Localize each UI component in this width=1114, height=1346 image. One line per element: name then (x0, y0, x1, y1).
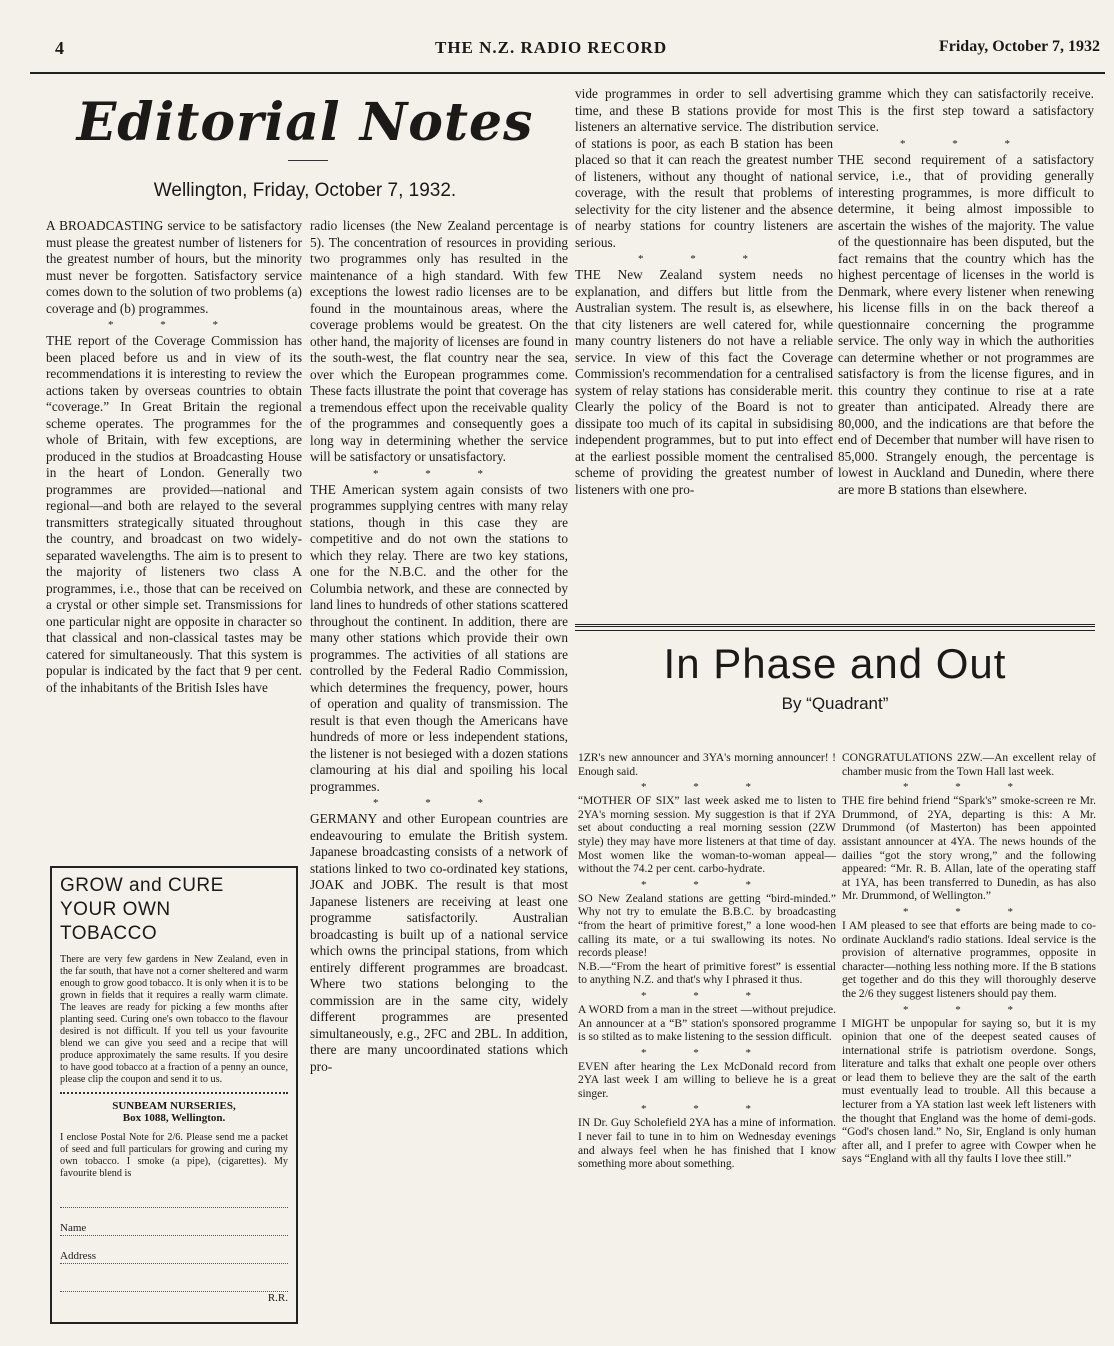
coupon-name-label: Name (60, 1222, 87, 1234)
section-separator: * * * (641, 1103, 773, 1116)
editorial-column-4 (838, 86, 1094, 498)
phase-section-title: In Phase and Out (663, 640, 1007, 687)
paragraph: vide programmes in order to sell advertising time, and these B stations provide for most listeners an alternative service. The distribution of stations is poor, as each B station has been placed so that it can reach the greatest number of listeners, without any thought of national coverage, with the result that problems of selectivity for the city listener and the absence of nearby stations for country listeners are serious. (575, 86, 833, 250)
paragraph: CONGRATULATIONS 2ZW.—An excellent relay of chamber music from the Town Hall last week. (842, 752, 1096, 778)
section-separator: * * * (900, 137, 1032, 150)
paragraph: THE report of the Coverage Commission has been placed before us and in view of its recommendations it is interesting to review the actions taken by overseas countries to obtain “coverage.” In Great Britain the regional scheme operates. The programmes for the whole of Britain, with few exceptions, are produced in the studios at Broadcasting House in the heart of London. Generally two programmes are provided—national and regional—and both are relayed to the several transmitters strategically situated throughout the country, and broadcast on two widely-separated wavelengths. The aim is to present to the majority of listeners two class A programmes, i.e., those that can be received on a crystal or other simple set. Transmissions for one particular night are opposite in character so that classical and non-classical tastes may be catered for simultaneously. That this system is popular is indicated by the fact that 9 per cent. of the inhabitants of the British Isles have (46, 333, 302, 695)
paragraph: THE American system again consists of two programmes supplying centres with many relay stations, though in this case they are competitive and do not own the stations to which they relay. There are two key stations, one for the N.B.C. and the other for the Columbia network, and these are connected by land lines to hundreds of other stations scattered throughout the continent. In addition, there are many other stations which provide their own programmes. The activities of all stations are controlled by the Federal Radio Commission, which determines the frequency, power, hours of operation and quality of transmission. The result is that even though the Americans have hundreds of more or less independent stations, the listener is not besieged with a dozen stations clamouring at his dial and spoiling his local programmes. (310, 481, 568, 794)
paragraph: radio licenses (the New Zealand percentage is 5). The concentration of resources in providing two programmes only has resulted in the maintenance of a high standard. With few exceptions the lowest radio licenses are to be found in the mountainous areas, where the coverage problems would be greatest. On the other hand, the majority of licenses are found in the south-west, the flat country near the sea, over which the European programmes come. These facts illustrate the point that coverage has a tremendous effect upon the receivable quality of the programmes and consequently goes a long way in determining whether the service will be satisfactory or unsatisfactory. (310, 218, 568, 464)
tobacco-advertisement (50, 866, 298, 1324)
paragraph: N.B.—“From the heart of primitive forest” is essential to anything N.Z. and that's why I phrased it thus. (578, 960, 836, 987)
section-separator: * * * (903, 781, 1035, 794)
ad-title-line-2: YOUR OWN (60, 899, 171, 920)
section-rule-thin (575, 630, 1095, 631)
header-rule (30, 72, 1105, 74)
phase-byline: By “Quadrant” (781, 694, 889, 713)
paragraph: I AM pleased to see that efforts are being made to co-ordinate Auckland's radio stations. Ideal service is the provision of alternative programmes, opposite in character—nothing less nothing more. If the B stations get together and do this they will thoroughly deserve the 2/6 they suggest listeners should pay them. (842, 919, 1096, 1000)
coupon-name-field (60, 1222, 288, 1236)
section-separator: * * * (641, 989, 773, 1002)
section-separator: * * * (373, 467, 505, 480)
ad-address: Box 1088, Wellington. (122, 1112, 226, 1124)
coupon-address-label: Address (60, 1250, 97, 1262)
editorial-column-2 (310, 218, 568, 1075)
phase-column-1 (578, 752, 836, 1172)
editorial-column-1 (46, 218, 302, 696)
paragraph: I MIGHT be unpopular for saying so, but it is my opinion that one of the deepest seated causes of international strife is patriotism overdone. Songs, literature and talks that exhalt one people over others or lead them to believe they are the salt of the earth must eventually lead to trouble. All this because a lecturer from a YA station last week left listeners with the thought that England was the home of demi-gods. “God's chosen land.” No, Sir, England is only human after all, and I prefer to agree with Cowper when he says “England with all thy faults I love thee still.” (842, 1017, 1096, 1166)
page-header (55, 38, 1100, 68)
paragraph: THE New Zealand system needs no explanation, and differs but little from the Australian system. The result is, as elsewhere, that city listeners are well catered for, while many country listeners do not have a reliable service. In view of this fact the Coverage Commission's recommendation for a centralised system of relay stations has considerable merit. Clearly the policy of the Board is not to dissipate too much of its capital in subsidising independent programmes, but to put into effect at the earliest possible moment the centralised scheme of providing the greatest number of listeners with one pro- (575, 267, 833, 497)
section-separator: * * * (641, 1046, 773, 1059)
masthead: THE N.Z. RADIO RECORD (435, 38, 668, 57)
paragraph: A BROADCASTING service to be satisfactory must please the greatest number of listeners for the greatest number of hours, but the minority must never be forgotten. Satisfactory service comes down to the solution of two problems (a) coverage and (b) programmes. (46, 218, 302, 316)
ad-title-line-3: TOBACCO (60, 923, 158, 944)
paragraph: GERMANY and other European countries are endeavouring to emulate the British system. Japanese broadcasting consists of a network of stations linked to two co-ordinated key stations, JOAK and JOBK. The result is that most Japanese listeners are receiving at least one programme satisfactorily. Australian broadcasting is built up of a national service which owns the principal stations, from which entirely different programmes are broadcast. Where two stations belonging to the commission are in the same city, widely different programmes are presented simultaneously, e.g., 2FC and 2BL. In addition, there are many uncoordinated stations which pro- (310, 811, 568, 1074)
title-rule (288, 160, 328, 161)
paragraph: “MOTHER OF SIX” last week asked me to listen to 2YA's morning session. My suggestion is that if 2YA set about conducting a real morning session (2ZW style) they may have more listeners at that time of day. Most women like the woman-to-woman appeal—without the 74.2 per cent. carbo-hydrate. (578, 795, 836, 876)
section-separator: * * * (373, 797, 505, 809)
paragraph: THE second requirement of a satisfactory service, i.e., that of providing generally interesting programmes, is more difficult to determine, it being almost impossible to ascertain the wishes of the majority. The value of the questionnaire has been disputed, but the fact remains that the country which has the highest percentage of licenses in the world is Denmark, where every listener when renewing his license fills in on the back thereof a questionnaire concerning the programme service. The only way in which the authorities can determine whether or not programmes are satisfactory is from the license figures, and in this country they continue to rise at a rate greater than anticipated. Already there are 80,000, and the indications are that before the end of December that number will have risen to 85,000. Strangely enough, the percentage is lowest in Auckland and Dunedin, where there are more B stations than elsewhere. (838, 151, 1094, 497)
coupon-address-field (60, 1250, 288, 1264)
phase-column-2 (842, 752, 1096, 1167)
section-separator: * * * (638, 253, 770, 265)
editorial-column-3 (575, 86, 833, 498)
section-separator: * * * (903, 1003, 1035, 1016)
coupon-address-line-2 (60, 1278, 288, 1292)
ad-title-line-1: GROW and CURE (60, 875, 224, 896)
ad-coupon-text: I enclose Postal Note for 2/6. Please send me a packet of seed and full particulars for growing and curing my own tobacco. I smoke (a pipe), (cigarettes). My favourite blend is (60, 1132, 288, 1179)
paragraph: gramme which they can satisfactorily receive. This is the first step toward a satisfactory service. (838, 86, 1094, 134)
section-separator: * * * (641, 781, 773, 794)
paragraph: 1ZR's new announcer and 3YA's morning announcer! ! Enough said. (578, 752, 836, 778)
editorial-title: Editorial Notes (76, 92, 534, 153)
section-separator: * * * (641, 878, 773, 891)
ad-body: There are very few gardens in New Zealand, even in the far south, that have not a corner sheltered and warm enough to grow good tobacco. It is only when it is to be grown in fields that it requires a really warm climate. The leaves are ready for picking a few months after planting seed. Curing one's own tobacco to the flavour desired is not difficult. If you tell us your favourite blend we can give you seed and a recipe that will produce approximately the same results. If you desire to have good tobacco at a fraction of a penny an ounce, please clip the coupon and send it to us. (60, 954, 288, 1085)
coupon-blank-line (60, 1194, 288, 1208)
section-separator: * * * (108, 319, 240, 331)
section-rule (575, 624, 1095, 627)
section-separator: * * * (903, 905, 1035, 918)
paragraph: A WORD from a man in the street —without prejudice. An announcer at a “B” station's sponsored programme is so stilted as to make listening to the session difficult. (578, 1003, 836, 1044)
paragraph: EVEN after hearing the Lex McDonald record from 2YA last week I am willing to believe he is a great singer. (578, 1060, 836, 1100)
ad-divider (60, 1092, 288, 1094)
paragraph: SO New Zealand stations are getting “bird-minded.” Why not try to emulate the B.B.C. by broadcasting “from the heart of primitive forest,” a lone wood-hen calling its mate, or a tui swallowing its notes. No records please! (578, 892, 836, 960)
ad-sponsor: SUNBEAM NURSERIES, (112, 1100, 236, 1112)
paragraph: IN Dr. Guy Scholefield 2YA has a mine of information. I never fail to tune in to him on Wednesday evenings and always feel when he has finished that I know something more about something. (578, 1117, 836, 1171)
issue-date: Friday, October 7, 1932 (938, 38, 1100, 55)
paragraph: THE fire behind friend “Spark's” smoke-screen re Mr. Drummond, of 2YA, departing is this: A Mr. Drummond (of Masterton) has been appointed assistant announcer at 4YA. The news hounds of the dailies “got the story wrong,” and the following appeared: “Mr. R. B. Allan, late of the operating staff at 1YA, has been transferred to Dunedin, as has also Mr. Drummond, of Wellington.” (842, 795, 1096, 903)
page-number: 4 (55, 38, 64, 58)
editorial-dateline: Wellington, Friday, October 7, 1932. (153, 180, 457, 201)
coupon-tag: R.R. (267, 1292, 288, 1304)
